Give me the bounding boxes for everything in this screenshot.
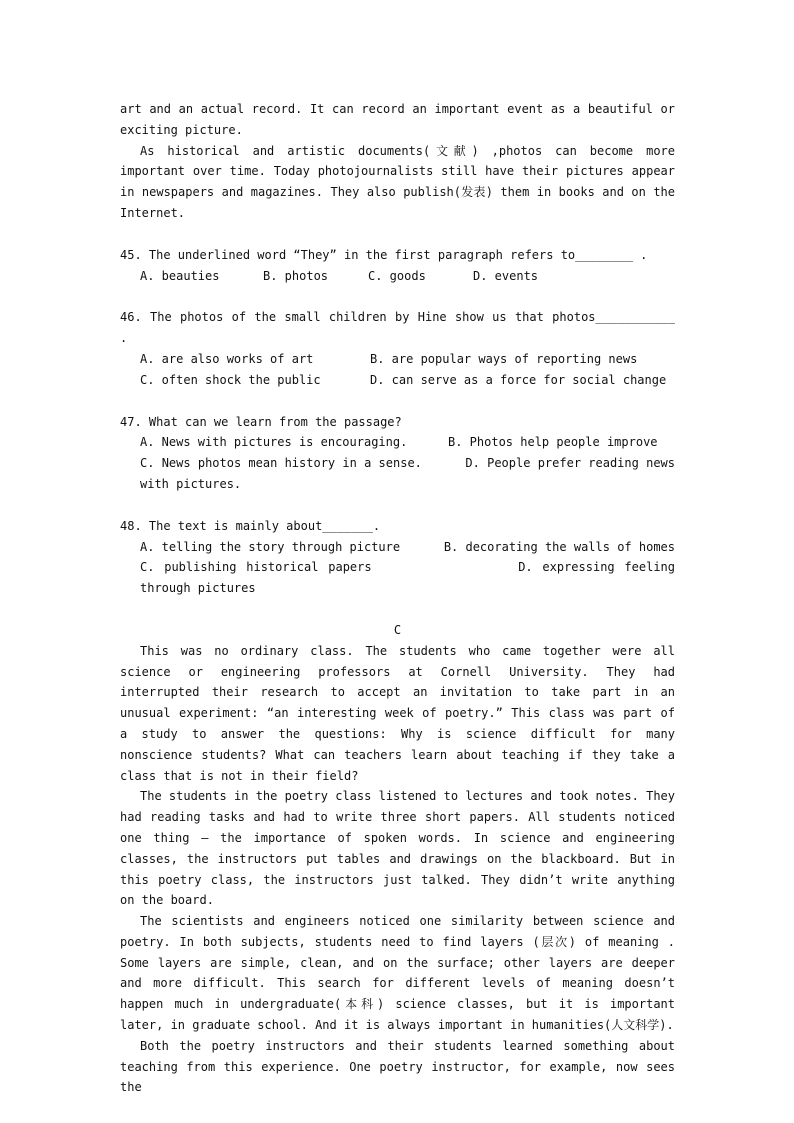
option-c: C. often shock the public (140, 372, 321, 387)
option-c: C. publishing historical papers (140, 560, 372, 575)
passage-c-paragraph-4: Both the poetry instructors and their students learned something about teaching from this experience. One poetry instructor, for example, now sees the (120, 1038, 675, 1095)
question-48-options-row-1 (120, 537, 675, 558)
option-b: B. decorating the walls of homes (443, 539, 675, 554)
option-d: D. can serve as a force for social change (370, 372, 667, 387)
option-b: B. photos (263, 268, 329, 283)
question-47-options-row-1 (120, 432, 675, 453)
document-body (120, 99, 675, 1098)
question-46-options-row-1 (120, 349, 675, 370)
section-heading-c: C (393, 622, 402, 637)
question-48-stem: 48. The text is mainly about_______. (120, 518, 381, 533)
passage-c-paragraph-1: This was no ordinary class. The students who came together were all science or engineering professors at Cornell University. They had interrupted their research to accept an invitation to take part in an unusual experiment: “an interesting week of poetry.” This class was part of a study to answer the questions: Why is science difficult for many nonscience students? What can teachers learn about teaching if they take a class that is not in their field? (120, 643, 675, 783)
option-b: B. Photos help people improve (448, 435, 658, 450)
option-d: D. events (473, 268, 539, 283)
question-47-stem: 47. What can we learn from the passage? (120, 414, 402, 429)
option-d: D. People prefer reading news with pictures. (140, 456, 676, 491)
option-c: C. News photos mean history in a sense. (140, 456, 422, 471)
option-a: A. News with pictures is encouraging. (140, 435, 408, 450)
passage-c-paragraph-2: The students in the poetry class listened to lectures and took notes. They had reading tasks and had to write three short papers. All students noticed one thing – the importance of spoken words. In science and engineering classes, the instructors put tables and drawings on the blackboard. But in this poetry class, the instructors just talked. They didn’t write anything on the board. (120, 789, 675, 908)
option-a: A. are also works of art (140, 351, 314, 366)
option-d: D. expressing feeling through pictures (140, 560, 675, 596)
passage-b-line-1: art and an actual record. It can record an important event as a beautiful or exciting picture. (120, 102, 675, 137)
question-46-stem: 46. The photos of the small children by Hine show us that photos___________ . (120, 310, 675, 346)
option-a: A. beauties (140, 268, 220, 283)
option-a: A. telling the story through picture (140, 539, 401, 554)
question-48-options-row-2 (120, 557, 675, 599)
passage-b-paragraph-2: As historical and artistic documents(文献) ,photos can become more important over time. Today photojournalists still have their pictures appear in newspapers and magazines. They also publish(发表) them in books and on the Internet. (120, 143, 675, 220)
question-47-options-row-2 (120, 453, 675, 495)
question-45-stem: 45. The underlined word “They” in the first paragraph refers to________ . (120, 247, 648, 262)
question-45-options (120, 266, 675, 287)
passage-c-paragraph-3: The scientists and engineers noticed one similarity between science and poetry. In both subjects, students need to find layers (层次) of meaning . Some layers are simple, clean, and on the surface; other layers are deeper and more difficult. This search for different levels of meaning doesn’t happen much in undergraduate(本科) science classes, but it is important later, in graduate school. And it is always important in humanities(人文科学). (120, 914, 675, 1033)
option-c: C. goods (368, 268, 426, 283)
question-46-options-row-2 (120, 370, 675, 391)
option-b: B. are popular ways of reporting news (370, 351, 638, 366)
